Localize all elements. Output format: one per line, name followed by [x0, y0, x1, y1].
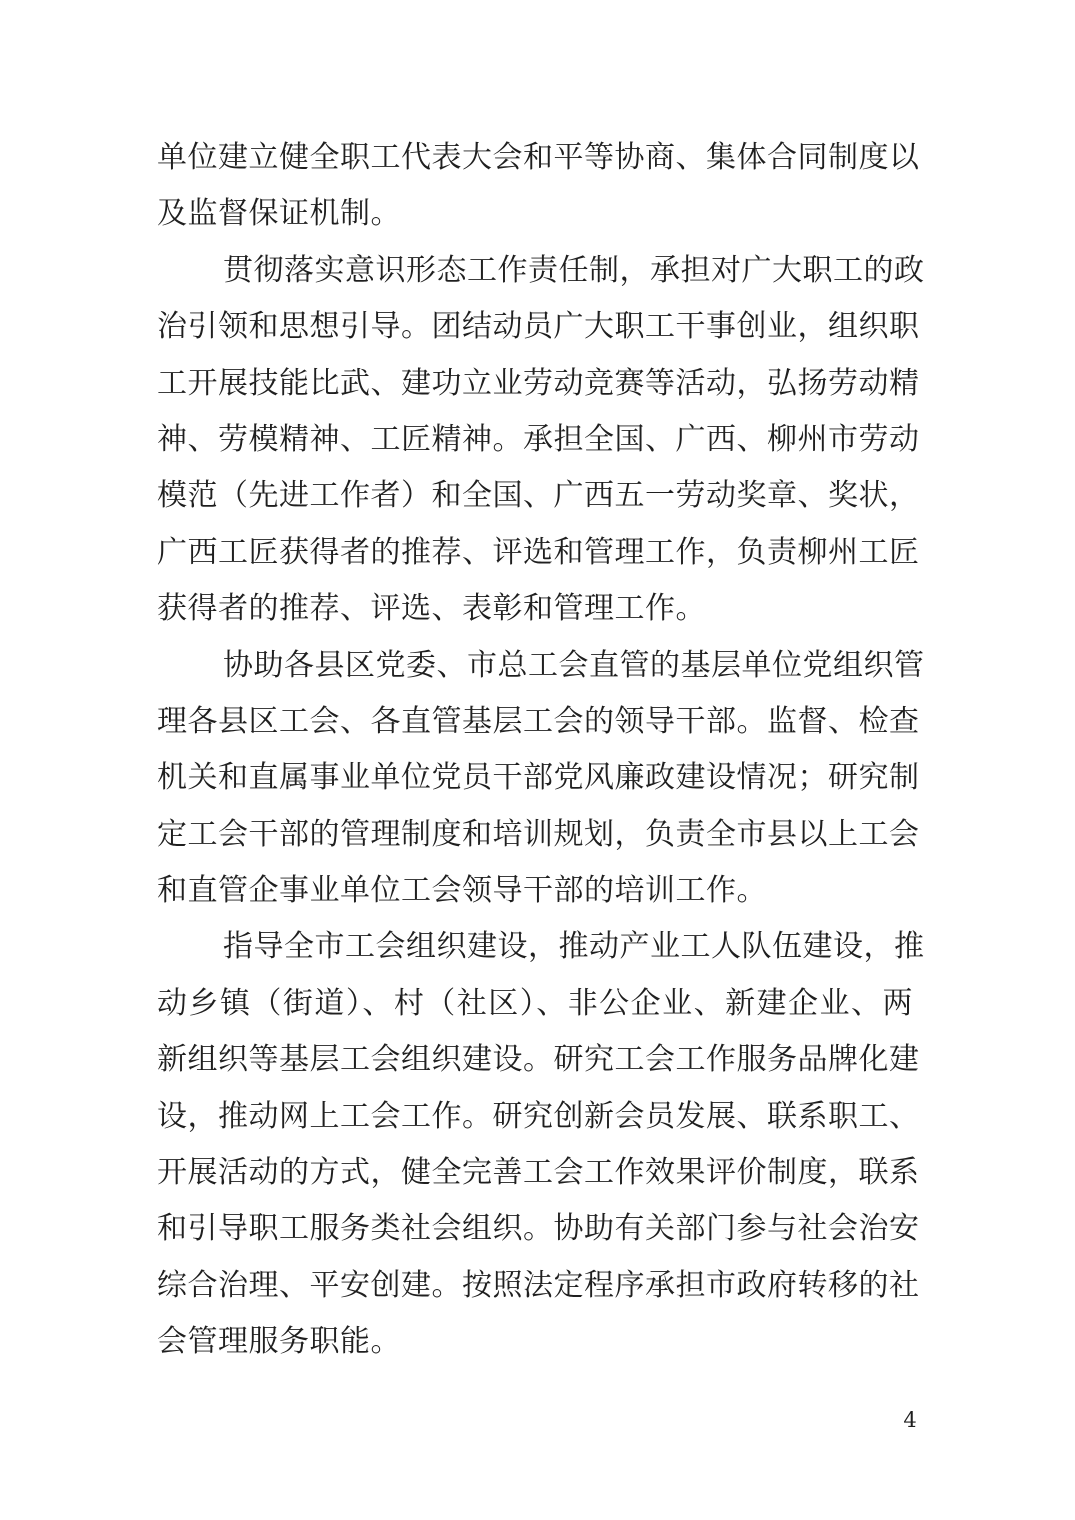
document-line: 理各县区工会、各直管基层工会的领导干部。监督、检查 [157, 703, 920, 739]
document-line: 定工会干部的管理制度和培训规划，负责全市县以上工会 [157, 816, 920, 852]
document-line: 及监督保证机制。 [157, 196, 401, 232]
document-line: 会管理服务职能。 [157, 1324, 401, 1360]
text-column [157, 130, 925, 1371]
document-line: 机关和直属事业单位党员干部党风廉政建设情况；研究制 [157, 760, 920, 796]
document-line: 协助各县区党委、市总工会直管的基层单位党组织管 [223, 647, 925, 683]
document-line: 和直管企事业单位工会领导干部的培训工作。 [157, 873, 767, 909]
document-line: 单位建立健全职工代表大会和平等协商、集体合同制度以 [157, 140, 920, 175]
document-line: 指导全市工会组织建设，推动产业工人队伍建设，推 [223, 929, 925, 965]
document-line: 设，推动网上工会工作。研究创新会员发展、联系职工、 [157, 1098, 920, 1134]
document-line: 贯彻落实意识形态工作责任制，承担对广大职工的政 [223, 252, 925, 288]
document-line: 治引领和思想引导。团结动员广大职工干事创业，组织职 [157, 309, 920, 345]
document-line: 神、劳模精神、工匠精神。承担全国、广西、柳州市劳动 [157, 421, 920, 457]
page-number: 4 [903, 1408, 917, 1432]
document-line: 开展活动的方式，健全完善工会工作效果评价制度，联系 [157, 1155, 920, 1191]
document-line: 动乡镇（街道）、村（社区）、非公企业、新建企业、两 [157, 985, 913, 1021]
document-line: 和引导职工服务类社会组织。协助有关部门参与社会治安 [157, 1211, 920, 1247]
document-line: 综合治理、平安创建。按照法定程序承担市政府转移的社 [157, 1267, 920, 1303]
document-line: 新组织等基层工会组织建设。研究工会工作服务品牌化建 [157, 1042, 920, 1078]
document-line: 工开展技能比武、建功立业劳动竞赛等活动，弘扬劳动精 [157, 365, 920, 401]
document-line: 模范（先进工作者）和全国、广西五一劳动奖章、奖状， [157, 478, 920, 514]
document-line: 广西工匠获得者的推荐、评选和管理工作，负责柳州工匠 [157, 534, 920, 570]
document-line: 获得者的推荐、评选、表彰和管理工作。 [157, 591, 706, 627]
